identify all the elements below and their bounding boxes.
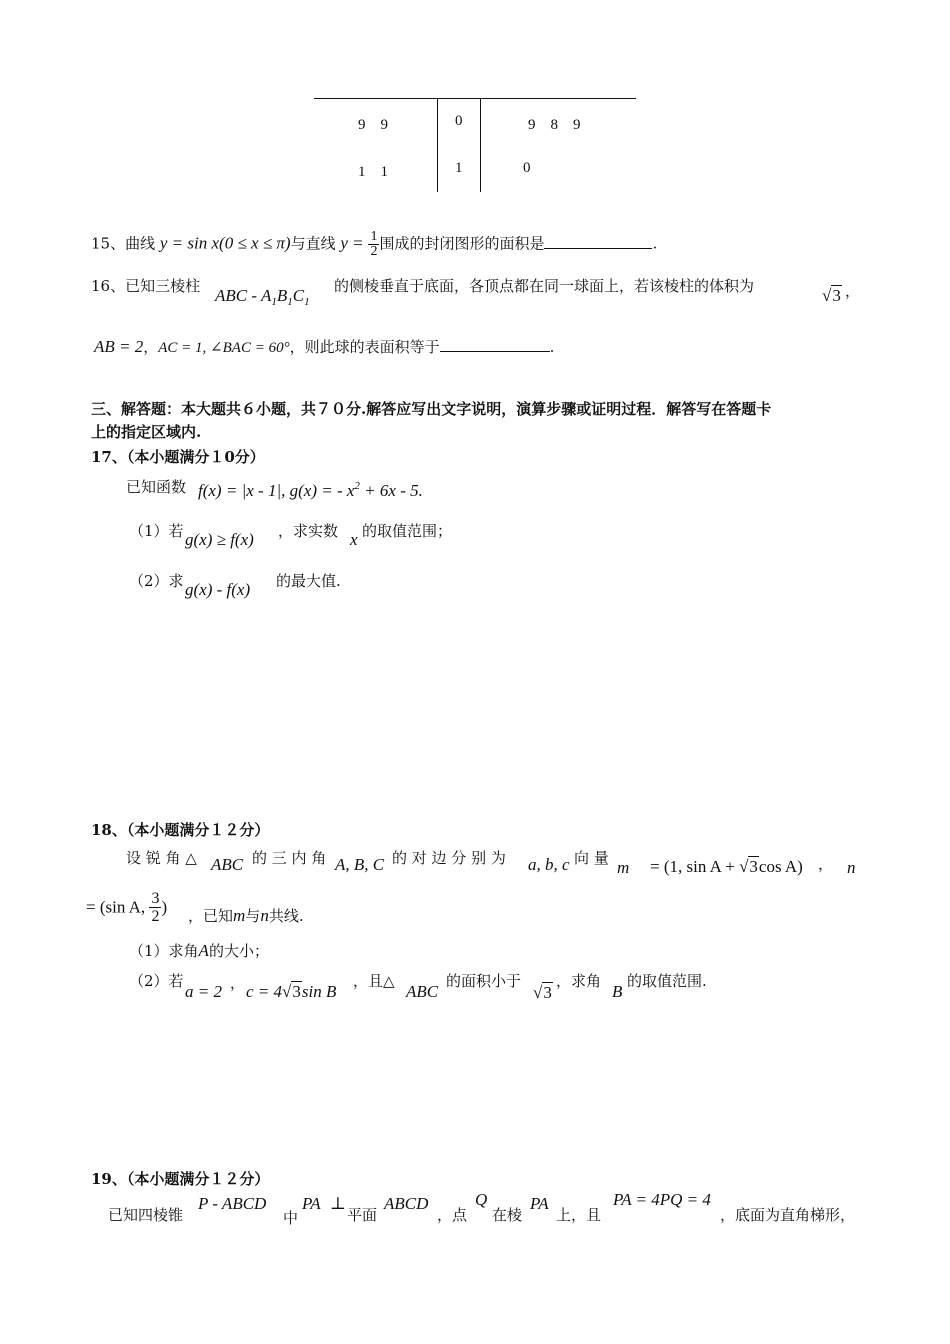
q17-p1-label: （1）若	[129, 522, 184, 540]
section-3-heading: 三、解答题：本大题共６小题，共７０分.解答应写出文字说明，演算步骤或证明过程．解答写在答题卡	[91, 400, 772, 418]
q15-text-3: 围成的封闭图形的面积是	[379, 234, 545, 253]
q16-text-4: ，则此球的表面积等于	[289, 338, 440, 356]
q19-perp: ⊥	[330, 1194, 346, 1213]
q18-sqrt3: √3	[533, 983, 552, 1002]
q18-text-5: ，已知m与n共线.	[188, 906, 304, 925]
q15-frac-den: 2	[370, 244, 378, 259]
q19-pa: PA	[302, 1194, 321, 1213]
stem-row-1: 0	[455, 113, 463, 129]
q17-p1-text: ，求实数	[278, 522, 339, 540]
q19-q: Q	[475, 1190, 488, 1209]
q17-functions: f(x) = |x - 1|, g(x) = - $x^2 + 6x - 5$.	[198, 480, 423, 500]
q18-n-value: = (sin A, $\frac{3}{2}$ )	[86, 890, 168, 925]
q16-volume: √3	[822, 286, 841, 305]
leaf-left-row-2: 1 1	[358, 164, 389, 180]
q18-b: B	[612, 982, 623, 1001]
q19-eq: PA = 4PQ = 4	[613, 1190, 711, 1209]
q18-text-1: 设 锐 角 △	[126, 849, 197, 867]
q18-vector-m: m	[617, 858, 630, 877]
table-divider-right	[480, 98, 481, 192]
q19-text-1: 已知四棱锥	[108, 1206, 184, 1224]
q18-comma-2: ，	[230, 974, 246, 992]
q16-number: 16、	[91, 277, 126, 295]
q19-text-5: 在棱	[492, 1206, 523, 1224]
q19-header: 19、（本小题满分１２分）	[91, 1170, 270, 1188]
q18-text-2: 的 三 内 角	[252, 849, 327, 867]
q17-part-2: （2）求	[129, 572, 184, 590]
q19-abcd: ABCD	[384, 1194, 429, 1213]
q18-text-11: 的取值范围.	[627, 972, 707, 990]
leaf-left-row-1: 9 9	[358, 117, 389, 133]
q18-text-8: ，且△	[353, 972, 395, 990]
q18-text-9: 的面积小于	[446, 972, 522, 990]
question-15	[91, 230, 657, 259]
leaf-right-row-1: 9 8 9	[528, 117, 581, 133]
q16-text-2: 的侧棱垂直于底面，各顶点都在同一球面上，若该棱柱的体积为	[334, 277, 755, 295]
q16-ac: AC = 1, ∠BAC = 60°	[158, 340, 290, 356]
q17-part-1	[129, 520, 184, 541]
q16-text-1: 已知三棱柱	[125, 277, 201, 295]
q17-p2-expr: g(x) - f(x)	[185, 580, 251, 599]
q15-period: .	[652, 234, 658, 253]
q18-header: 18、（本小题满分１２分）	[91, 821, 270, 839]
q18-text-4: 向 量	[574, 849, 609, 867]
table-divider-left	[437, 98, 438, 192]
q18-sides: a, b, c	[528, 855, 570, 874]
q15-line-y: y =	[340, 233, 364, 253]
q16-prism-name: ABC - $A_1B_1C_1$	[215, 286, 310, 308]
question-16-line-1	[91, 275, 200, 296]
q19-text-6: 上，且	[556, 1206, 602, 1224]
q17-p1-text-2: 的取值范围；	[362, 522, 453, 540]
q16-ab: AB = 2	[94, 337, 144, 356]
q17-p2-text: 的最大值.	[276, 572, 341, 590]
q17-intro-text: 已知函数	[126, 478, 187, 496]
q18-text-3: 的 对 边 分 别 为	[392, 849, 506, 867]
q19-pabcd: P - ABCD	[198, 1194, 267, 1213]
q17-p1-x: x	[350, 530, 358, 549]
q19-text-7: ，底面为直角梯形，	[720, 1206, 856, 1224]
q18-c-eq: c = 4√3sin B	[246, 982, 337, 1001]
section-3-heading-cont: 上的指定区域内.	[91, 423, 202, 441]
q18-part-1: （1）求角A的大小；	[129, 941, 269, 960]
q19-text-4: ，点	[437, 1206, 468, 1224]
q18-m-value: = (1, sin A + √3cos A)	[650, 857, 803, 876]
q18-abc-2: ABC	[406, 982, 439, 1001]
q15-frac-num: 1	[370, 229, 378, 244]
q18-text-10: ，求角	[556, 972, 602, 990]
q15-number: 15、	[91, 234, 126, 253]
q18-part-2: （2）若	[129, 972, 184, 990]
q15-answer-blank[interactable]	[544, 234, 652, 249]
q17-intro	[126, 476, 186, 497]
q19-pa-2: PA	[530, 1194, 549, 1213]
q15-text-1: 曲线	[125, 234, 156, 253]
leaf-right-row-2: 0	[523, 160, 531, 176]
q19-text-2: 中	[283, 1209, 299, 1227]
q15-fraction	[368, 230, 379, 259]
question-16-line-2: AB = 2，AC = 1, ∠BAC = 60°，则此球的表面积等于 .	[94, 337, 555, 356]
q17-header: 17、（本小题满分１0分）	[91, 448, 265, 466]
q18-comma: ，	[818, 855, 834, 873]
q18-n-fraction: $\frac{3}{2}$	[151, 890, 160, 925]
q16-answer-blank[interactable]	[440, 337, 550, 352]
q18-angles: A, B, C	[335, 855, 385, 874]
q15-text-2: 与直线	[290, 234, 336, 253]
q18-abc: ABC	[211, 855, 244, 874]
q16-comma: ，	[845, 282, 861, 300]
q15-curve-expr: y = sin x(0 ≤ x ≤ π)	[159, 233, 291, 253]
stem-row-2: 1	[455, 160, 463, 176]
q19-text-3: 平面	[347, 1206, 378, 1224]
table-top-rule	[314, 98, 636, 99]
q18-vector-n: n	[847, 858, 856, 877]
q18-a-eq: a = 2	[185, 982, 222, 1001]
q17-p1-expr: g(x) ≥ f(x)	[185, 530, 254, 549]
